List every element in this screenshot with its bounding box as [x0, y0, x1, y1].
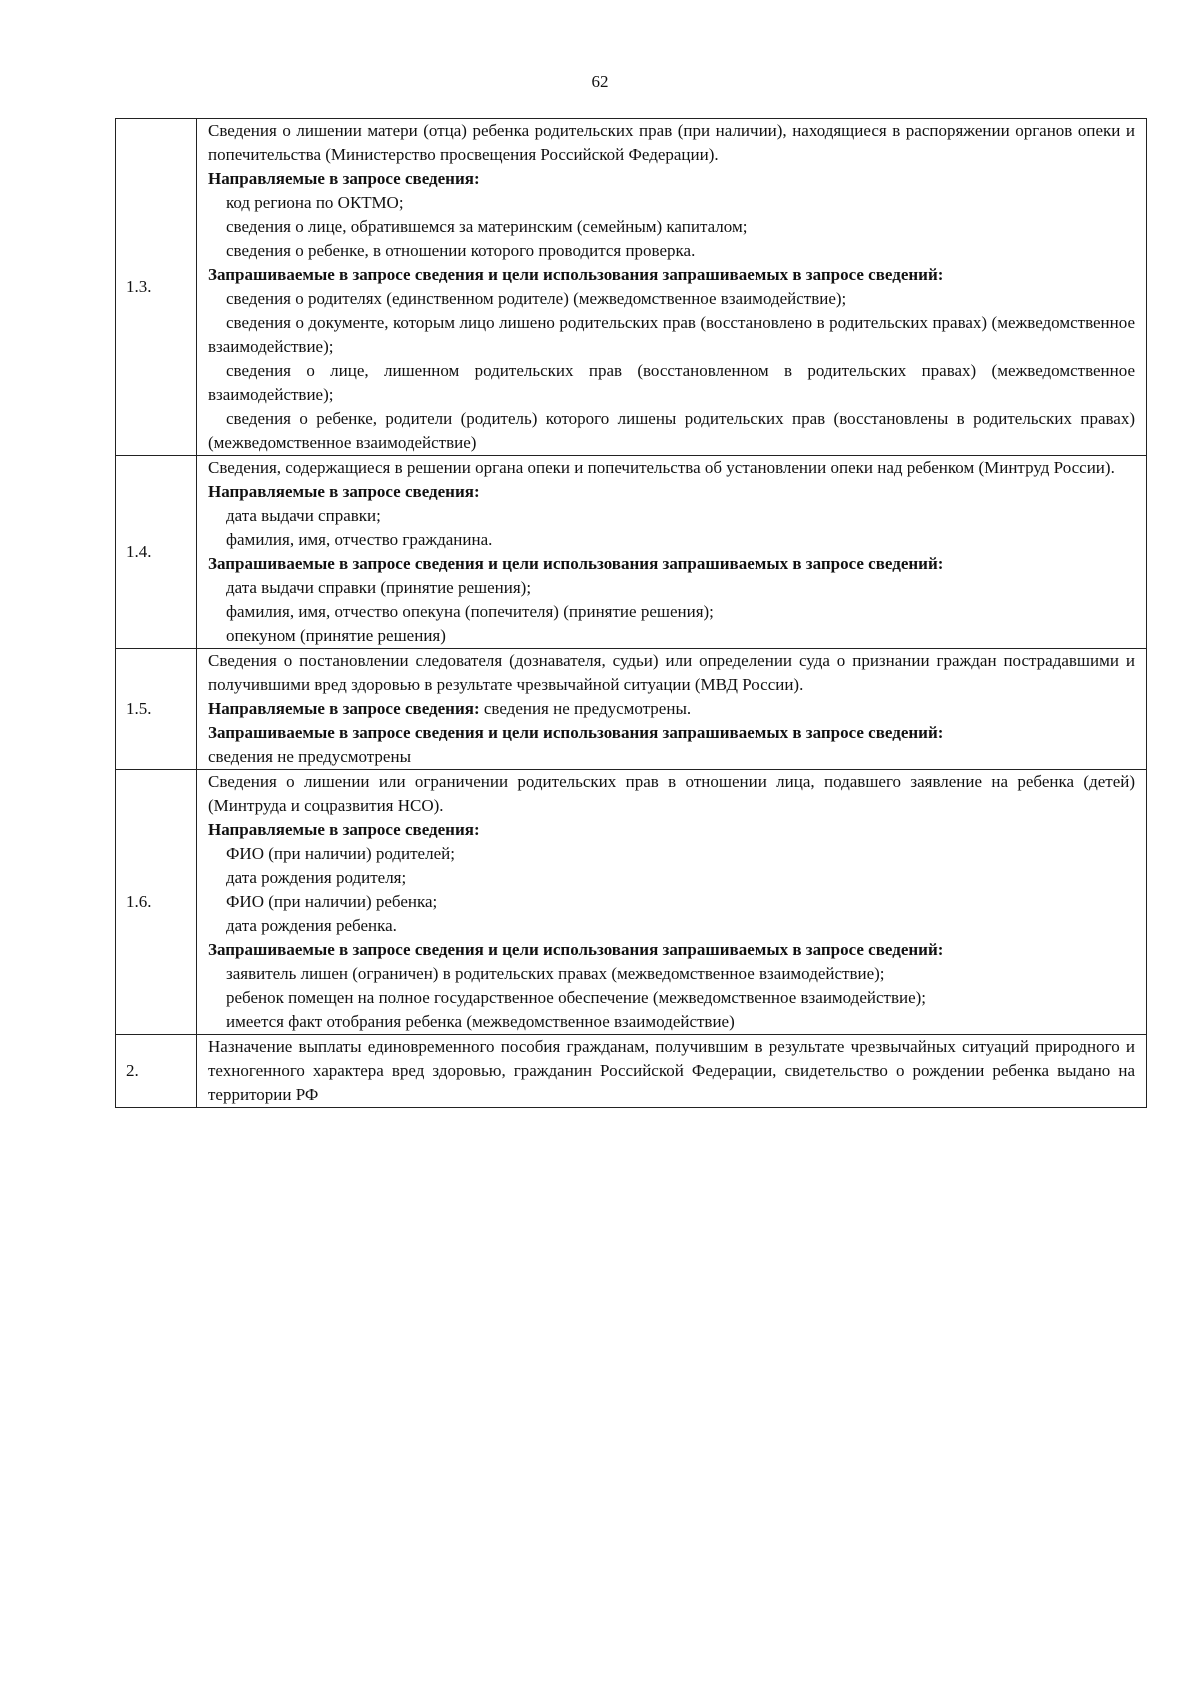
page-number: 62 — [591, 72, 609, 91]
req-item: фамилия, имя, отчество опекуна (попечителя) (принятие решения); — [226, 602, 714, 621]
row-number: 1.4. — [116, 456, 197, 649]
row-content — [197, 456, 1147, 649]
req-item: сведения о ребенке, родители (родитель) которого лишены родительских прав (восстановлены в родительских правах) (межведомственное взаимодействие) — [208, 409, 1135, 452]
req-item: дата выдачи справки (принятие решения); — [226, 578, 532, 597]
table-row — [116, 1035, 1147, 1108]
sent-item: код региона по ОКТМО; — [226, 193, 404, 212]
req-heading: Запрашиваемые в запросе сведения и цели использования запрашиваемых в запросе сведений: — [208, 554, 944, 573]
req-item: опекуном (принятие решения) — [226, 626, 446, 645]
row-intro: Сведения о лишении или ограничении родительских прав в отношении лица, подавшего заявление на ребенка (детей) (Минтруда и соцразвития НСО). — [208, 772, 1135, 815]
row-number: 2. — [116, 1035, 197, 1108]
sent-inline: сведения не предусмотрены. — [479, 699, 692, 718]
sent-line — [208, 697, 1135, 721]
sent-item: дата выдачи справки; — [226, 506, 381, 525]
req-heading: Запрашиваемые в запросе сведения и цели использования запрашиваемых в запросе сведений: — [208, 265, 944, 284]
row-content — [197, 1035, 1147, 1108]
req-heading: Запрашиваемые в запросе сведения и цели использования запрашиваемых в запросе сведений: — [208, 723, 944, 742]
sent-heading: Направляемые в запросе сведения: — [208, 482, 480, 501]
row-content — [197, 649, 1147, 770]
row-number: 1.5. — [116, 649, 197, 770]
req-plain: сведения не предусмотрены — [208, 747, 411, 766]
sent-item: сведения о лице, обратившемся за материнским (семейным) капиталом; — [226, 217, 748, 236]
sent-item: сведения о ребенке, в отношении которого проводится проверка. — [226, 241, 696, 260]
req-item: сведения о лице, лишенном родительских прав (восстановленном в родительских правах) (межведомственное взаимодействие); — [208, 361, 1135, 404]
row-content — [197, 770, 1147, 1035]
req-item: сведения о родителях (единственном родителе) (межведомственное взаимодействие); — [226, 289, 847, 308]
row-number: 1.6. — [116, 770, 197, 1035]
row-number: 1.3. — [116, 119, 197, 456]
req-item: ребенок помещен на полное государственное обеспечение (межведомственное взаимодействие); — [226, 988, 927, 1007]
req-item: сведения о документе, которым лицо лишено родительских прав (восстановлено в родительских правах) (межведомственное взаимодействие); — [208, 313, 1135, 356]
sent-heading: Направляемые в запросе сведения: — [208, 169, 480, 188]
req-item: заявитель лишен (ограничен) в родительских правах (межведомственное взаимодействие); — [226, 964, 885, 983]
sent-heading: Направляемые в запросе сведения: — [208, 820, 480, 839]
sent-item: фамилия, имя, отчество гражданина. — [226, 530, 493, 549]
row-intro: Сведения о лишении матери (отца) ребенка родительских прав (при наличии), находящиеся в распоряжении органов опеки и попечительства (Министерство просвещения Российской Федерации). — [208, 121, 1135, 164]
sent-item: ФИО (при наличии) ребенка; — [226, 892, 438, 911]
req-heading: Запрашиваемые в запросе сведения и цели использования запрашиваемых в запросе сведений: — [208, 940, 944, 959]
table-row — [116, 456, 1147, 649]
sent-heading: Направляемые в запросе сведения: — [208, 699, 480, 718]
table-row — [116, 770, 1147, 1035]
req-item: имеется факт отобрания ребенка (межведомственное взаимодействие) — [226, 1012, 735, 1031]
row-intro: Сведения о постановлении следователя (дознавателя, судьи) или определении суда о признании граждан пострадавшими и получившими вред здоровью в результате чрезвычайной ситуации (МВД России). — [208, 651, 1135, 694]
row-intro: Назначение выплаты единовременного пособия гражданам, получившим в результате чрезвычайных ситуаций природного и техногенного характера вред здоровью, гражданин Российской Федерации, свидетельство о рождении ребенка выдано на территории РФ — [208, 1037, 1135, 1104]
row-content — [197, 119, 1147, 456]
table-row — [116, 119, 1147, 456]
table-row — [116, 649, 1147, 770]
data-table — [115, 118, 1147, 1108]
sent-item: дата рождения родителя; — [226, 868, 407, 887]
sent-item: дата рождения ребенка. — [226, 916, 397, 935]
row-intro: Сведения, содержащиеся в решении органа опеки и попечительства об установлении опеки над ребенком (Минтруд России). — [208, 458, 1115, 477]
sent-item: ФИО (при наличии) родителей; — [226, 844, 455, 863]
